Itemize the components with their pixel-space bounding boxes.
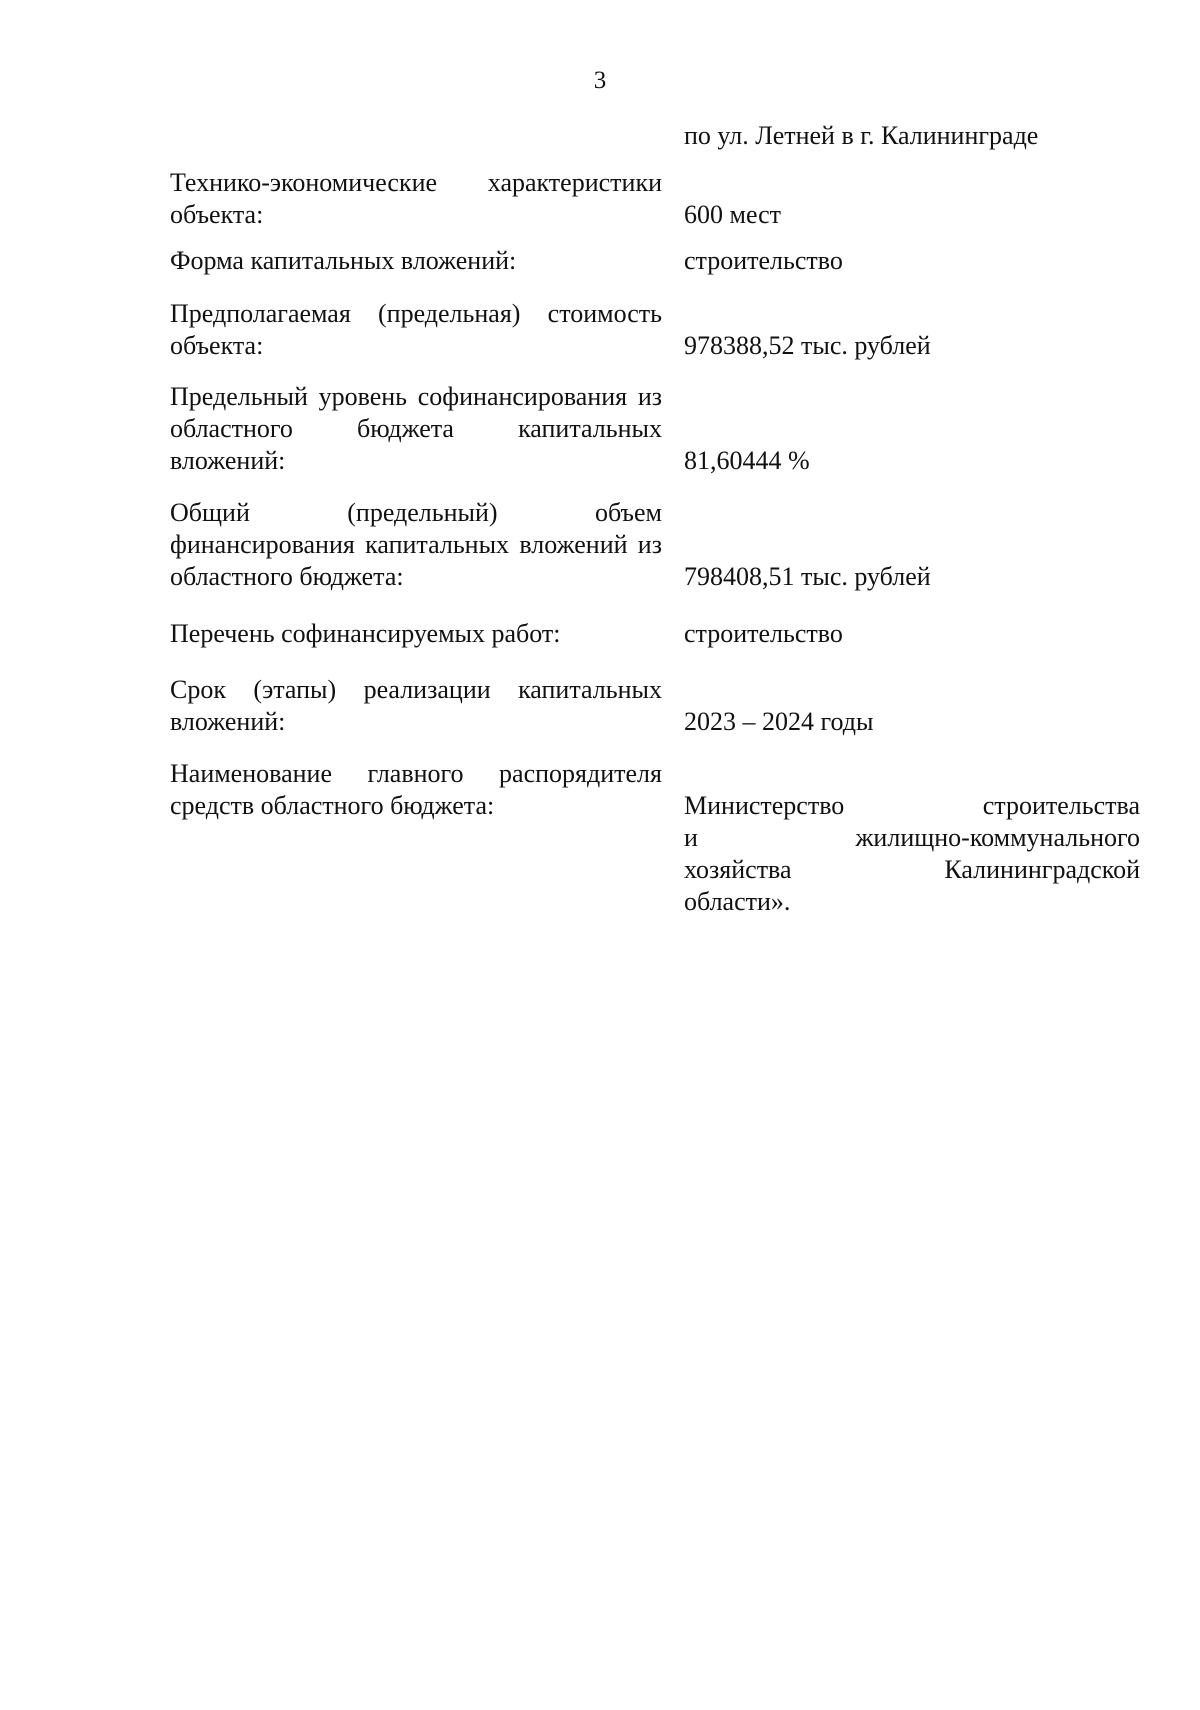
- page-number: 3: [593, 67, 607, 94]
- value-technical-characteristics: 600 мест: [684, 200, 782, 229]
- label-chief-administrator: Наименование главного распорядителя средств областного бюджета:: [170, 759, 662, 820]
- value-line-3: хозяйства Калининградской: [684, 855, 1140, 884]
- label-technical-characteristics: Технико-экономические характеристики объекта:: [170, 168, 662, 229]
- value-total-financing: 798408,51 тыс. рублей: [684, 562, 931, 591]
- header-continuation: по ул. Летней в г. Калининграде: [684, 121, 1039, 150]
- value-estimated-cost: 978388,52 тыс. рублей: [684, 331, 931, 360]
- label-implementation-period: Срок (этапы) реализации капитальных вложений:: [170, 675, 662, 736]
- label-estimated-cost: Предполагаемая (предельная) стоимость объекта:: [170, 299, 662, 360]
- value-chief-administrator: [684, 790, 1140, 918]
- value-cofinancing-level: 81,60444 %: [684, 446, 810, 475]
- label-total-financing: Общий (предельный) объем финансирования капитальных вложений из областного бюджета:: [170, 498, 662, 591]
- label-cofinanced-works: Перечень софинансируемых работ:: [170, 619, 561, 648]
- value-investment-form: строительство: [684, 246, 843, 275]
- value-line-4: области».: [684, 887, 791, 916]
- label-investment-form: Форма капитальных вложений:: [170, 246, 517, 275]
- value-implementation-period: 2023 – 2024 годы: [684, 707, 874, 736]
- value-line-2: и жилищно-коммунального: [684, 823, 1140, 852]
- value-cofinanced-works: строительство: [684, 619, 843, 648]
- value-line-1: Министерство строительства: [684, 791, 1140, 820]
- label-cofinancing-level: Предельный уровень софинансирования из областного бюджета капитальных вложений:: [170, 382, 662, 475]
